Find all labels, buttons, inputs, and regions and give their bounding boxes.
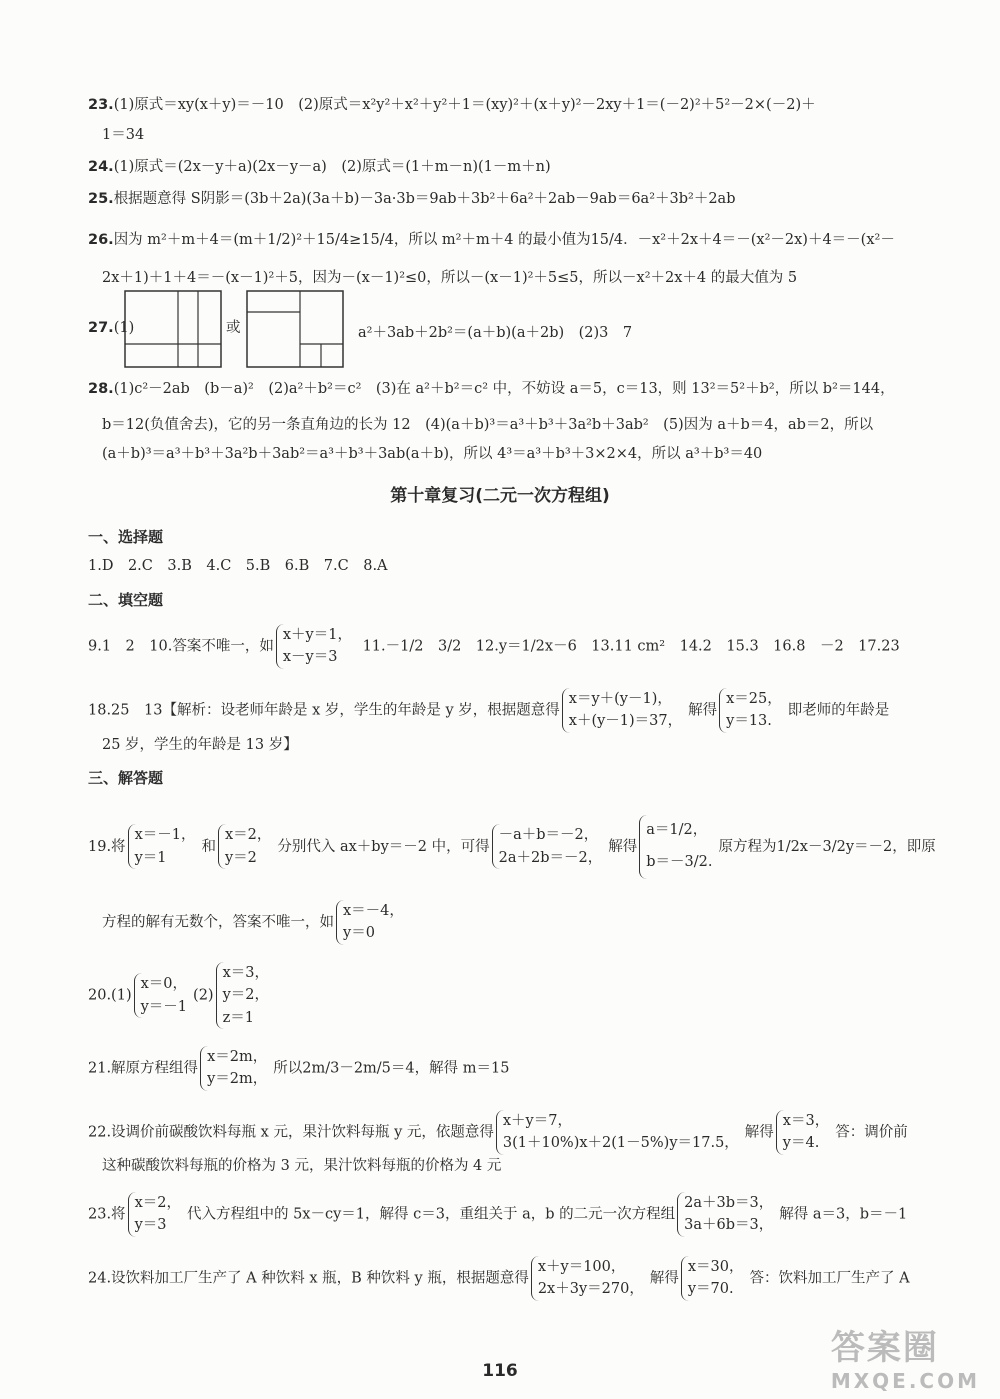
fill-answers xyxy=(88,624,900,669)
answer-20 xyxy=(88,962,275,1029)
equation: b＝－3/2. xyxy=(646,853,713,870)
answer-text: 21.解原方程组得 xyxy=(88,1060,199,1077)
answer-text: 答：调价前 xyxy=(835,1124,908,1141)
equation: y＝2 xyxy=(224,849,257,866)
equation: x＋(y－1)＝37， xyxy=(568,713,683,730)
page-number: 116 xyxy=(482,1361,518,1381)
answer-text: 解得 xyxy=(649,1270,679,1287)
equation: y＝1 xyxy=(134,849,167,866)
answer-25 xyxy=(88,191,736,208)
answer-number: 26. xyxy=(88,232,114,248)
answer-28 xyxy=(88,381,895,398)
equation-system xyxy=(276,624,356,669)
equation: x＝3， xyxy=(222,965,269,981)
equation: x＋y＝7， xyxy=(502,1113,572,1129)
equation-system xyxy=(639,815,716,879)
watermark-logo xyxy=(831,1320,980,1393)
equation: x－y＝3 xyxy=(282,649,338,666)
answer-28-line2: b＝12(负值舍去)，它的另一条直角边的长为 12 (4)(a＋b)³＝a³＋b³＋3a²b＋3ab² (5)因为 a＋b＝4，ab＝2，所以 xyxy=(102,417,874,433)
equation: y＝－1 xyxy=(140,998,188,1015)
answer-22-cont: 这种碳酸饮料每瓶的价格为 3 元，果汁饮料每瓶的价格为 4 元 xyxy=(102,1158,502,1174)
fill-text: 11.－1/2 3/2 12.y＝1/2x－6 13.11 cm² 14.2 15.3 16.8 －2 17.23 xyxy=(362,638,900,655)
answer-24b xyxy=(88,1256,910,1301)
answer-text: (1)原式＝(2x－y＋a)(2x－y－a) (2)原式＝(1＋m－n)(1－m＋n) xyxy=(113,159,551,175)
equation-system xyxy=(776,1110,833,1155)
answer-text: 22.设调价前碳酸饮料每瓶 x 元，果汁饮料每瓶 y 元，依题意得 xyxy=(88,1124,494,1141)
answer-text: 23.将 xyxy=(88,1206,126,1223)
equation: y＝2m， xyxy=(207,1071,268,1088)
watermark-text: 答案圈 xyxy=(830,1328,939,1368)
answer-18-cont: 25 岁，学生的年龄是 13 岁】 xyxy=(102,737,298,753)
answer-text: 即老师的年龄是 xyxy=(787,702,890,719)
equation-system xyxy=(719,688,786,733)
answer-text: 解得 a＝3，b＝－1 xyxy=(779,1206,908,1223)
section-solve: 三、解答题 xyxy=(88,769,164,787)
fill-text: 9.1 2 10.答案不唯一，如 xyxy=(88,638,274,655)
answer-number: 23. xyxy=(88,97,114,113)
answer-text: 原方程为1/2x－3/2y＝－2，即原 xyxy=(718,838,936,855)
equation: y＝3 xyxy=(134,1217,167,1234)
choice-answers: 1.D 2.C 3.B 4.C 5.B 6.B 7.C 8.A xyxy=(88,558,388,574)
equation: y＝0 xyxy=(343,925,375,942)
or-label: 或 xyxy=(226,320,241,336)
equation: －a＋b＝－2， xyxy=(498,827,599,844)
equation: x＋y＝1， xyxy=(282,627,352,643)
equation: x＝3， xyxy=(782,1113,830,1129)
answer-text: 19.将 xyxy=(88,838,126,855)
equation: 3(1＋10%)x＋2(1－5%)y＝17.5， xyxy=(502,1135,739,1152)
answer-26 xyxy=(88,232,895,249)
answer-text: (1)原式＝xy(x＋y)＝－10 (2)原式＝x²y²＋x²＋y²＋1＝(xy)²＋(x＋y)²－2xy＋1＝(－2)²＋5²－2×(－2)＋ xyxy=(113,97,816,113)
equation: a＝1/2， xyxy=(646,822,708,838)
answer-21 xyxy=(88,1046,509,1091)
equation-system xyxy=(562,688,686,733)
watermark-url: MXQE.COM xyxy=(830,1369,980,1393)
equation: x＝2， xyxy=(224,827,272,844)
answer-19 xyxy=(88,815,936,879)
answer-22 xyxy=(88,1110,908,1155)
answer-23b xyxy=(88,1192,907,1237)
equation: x＝0， xyxy=(140,976,188,993)
equation: 2a＋3b＝3， xyxy=(684,1195,774,1211)
equation: y＝2， xyxy=(222,987,269,1004)
answer-28-line3: (a＋b)³＝a³＋b³＋3a²b＋3ab²＝a³＋b³＋3ab(a＋b)，所以 4³＝a³＋b³＋3×2×4，所以 a³＋b³＝40 xyxy=(102,446,763,462)
equation: x＝2m， xyxy=(207,1049,268,1065)
equation-system xyxy=(200,1046,271,1091)
answer-text: 和 xyxy=(201,838,216,855)
answer-number: 24. xyxy=(88,159,114,175)
answer-text: 所以2m/3－2m/5＝4，解得 m＝15 xyxy=(273,1060,510,1077)
answer-text: (1)c²－2ab (b－a)² (2)a²＋b²＝c² (3)在 a²＋b²＝c² 中，不妨设 a＝5，c＝13，则 13²＝5²＋b²，所以 b²＝144， xyxy=(113,381,895,397)
equation: 3a＋6b＝3， xyxy=(684,1217,774,1234)
equation: x＝y＋(y－1)， xyxy=(568,691,672,707)
section-fill: 二、填空题 xyxy=(88,591,164,609)
answer-24 xyxy=(88,159,551,176)
equation-system xyxy=(216,962,273,1029)
answer-text: 代入方程组中的 5x－cy＝1，解得 c＝3，重组关于 a，b 的二元一次方程组 xyxy=(186,1206,676,1223)
equation-system xyxy=(128,1192,185,1237)
answer-text: 因为 m²＋m＋4＝(m＋1/2)²＋15/4≥15/4，所以 m²＋m＋4 的最小值为15/4．－x²＋2x＋4＝－(x²－2x)＋4＝－(x²－ xyxy=(113,232,895,248)
answer-text: 解得 xyxy=(608,838,638,855)
answer-26-cont: 2x＋1)＋1＋4＝－(x－1)²＋5，因为－(x－1)²≤0，所以－(x－1)²＋5≤5，所以－x²＋2x＋4 的最大值为 5 xyxy=(102,270,798,286)
answer-19-cont xyxy=(102,900,410,945)
equation: x＝30， xyxy=(687,1259,744,1275)
equation-system xyxy=(677,1192,777,1237)
answer-text: 答：饮料加工厂生产了 A xyxy=(749,1270,910,1287)
answer-text: 解得 xyxy=(688,702,718,719)
part-label: (1) xyxy=(113,320,135,336)
answer-text: 24.设饮料加工厂生产了 A 种饮料 x 瓶，B 种饮料 y 瓶，根据题意得 xyxy=(88,1270,529,1287)
answer-23-cont: 1＝34 xyxy=(102,127,145,143)
answer-text: (2) xyxy=(193,987,214,1004)
equation-system xyxy=(128,824,200,869)
answer-27-text: a²＋3ab＋2b²＝(a＋b)(a＋2b) (2)3 7 xyxy=(358,325,633,341)
equation: x＝－1， xyxy=(134,827,196,844)
equation: z＝1 xyxy=(222,1009,254,1026)
answer-text: 18.25 13【解析：设老师年龄是 x 岁，学生的年龄是 y 岁，根据题意得 xyxy=(88,702,560,719)
chapter-title: 第十章复习(二元一次方程组) xyxy=(390,486,610,506)
equation: 2x＋3y＝270， xyxy=(537,1281,644,1298)
equation: 2a＋2b＝－2， xyxy=(498,849,603,866)
answer-text: 20.(1) xyxy=(88,987,132,1004)
equation-system xyxy=(496,1110,743,1155)
answer-number: 27. xyxy=(88,320,114,336)
equation: y＝13. xyxy=(726,713,772,730)
answer-text: 解得 xyxy=(744,1124,774,1141)
equation: y＝70. xyxy=(687,1281,734,1298)
equation-system xyxy=(492,824,607,869)
answer-text: 根据题意得 S阴影＝(3b＋2a)(3a＋b)－3a·3b＝9ab＋3b²＋6a²＋2ab－9ab＝6a²＋3b²＋2ab xyxy=(113,191,736,207)
rectangle-diagram-2 xyxy=(246,290,344,368)
answer-23 xyxy=(88,97,816,114)
answer-number: 25. xyxy=(88,191,114,207)
equation: y＝4. xyxy=(782,1135,820,1152)
equation-system xyxy=(531,1256,648,1301)
answer-text: 方程的解有无数个，答案不唯一，如 xyxy=(102,914,334,931)
section-choice: 一、选择题 xyxy=(88,528,164,546)
equation: x＝－4， xyxy=(343,903,404,919)
answer-18 xyxy=(88,688,889,733)
answer-number: 28. xyxy=(88,381,114,397)
answer-text: 分别代入 ax＋by＝－2 中，可得 xyxy=(277,838,490,855)
equation: x＋y＝100， xyxy=(537,1259,626,1275)
equation: x＝2， xyxy=(134,1195,181,1211)
rectangle-diagram-1 xyxy=(124,290,222,368)
equation-system xyxy=(218,824,275,869)
equation-system xyxy=(336,900,408,945)
equation-system xyxy=(134,973,191,1018)
equation-system xyxy=(681,1256,748,1301)
equation: x＝25， xyxy=(726,691,782,707)
